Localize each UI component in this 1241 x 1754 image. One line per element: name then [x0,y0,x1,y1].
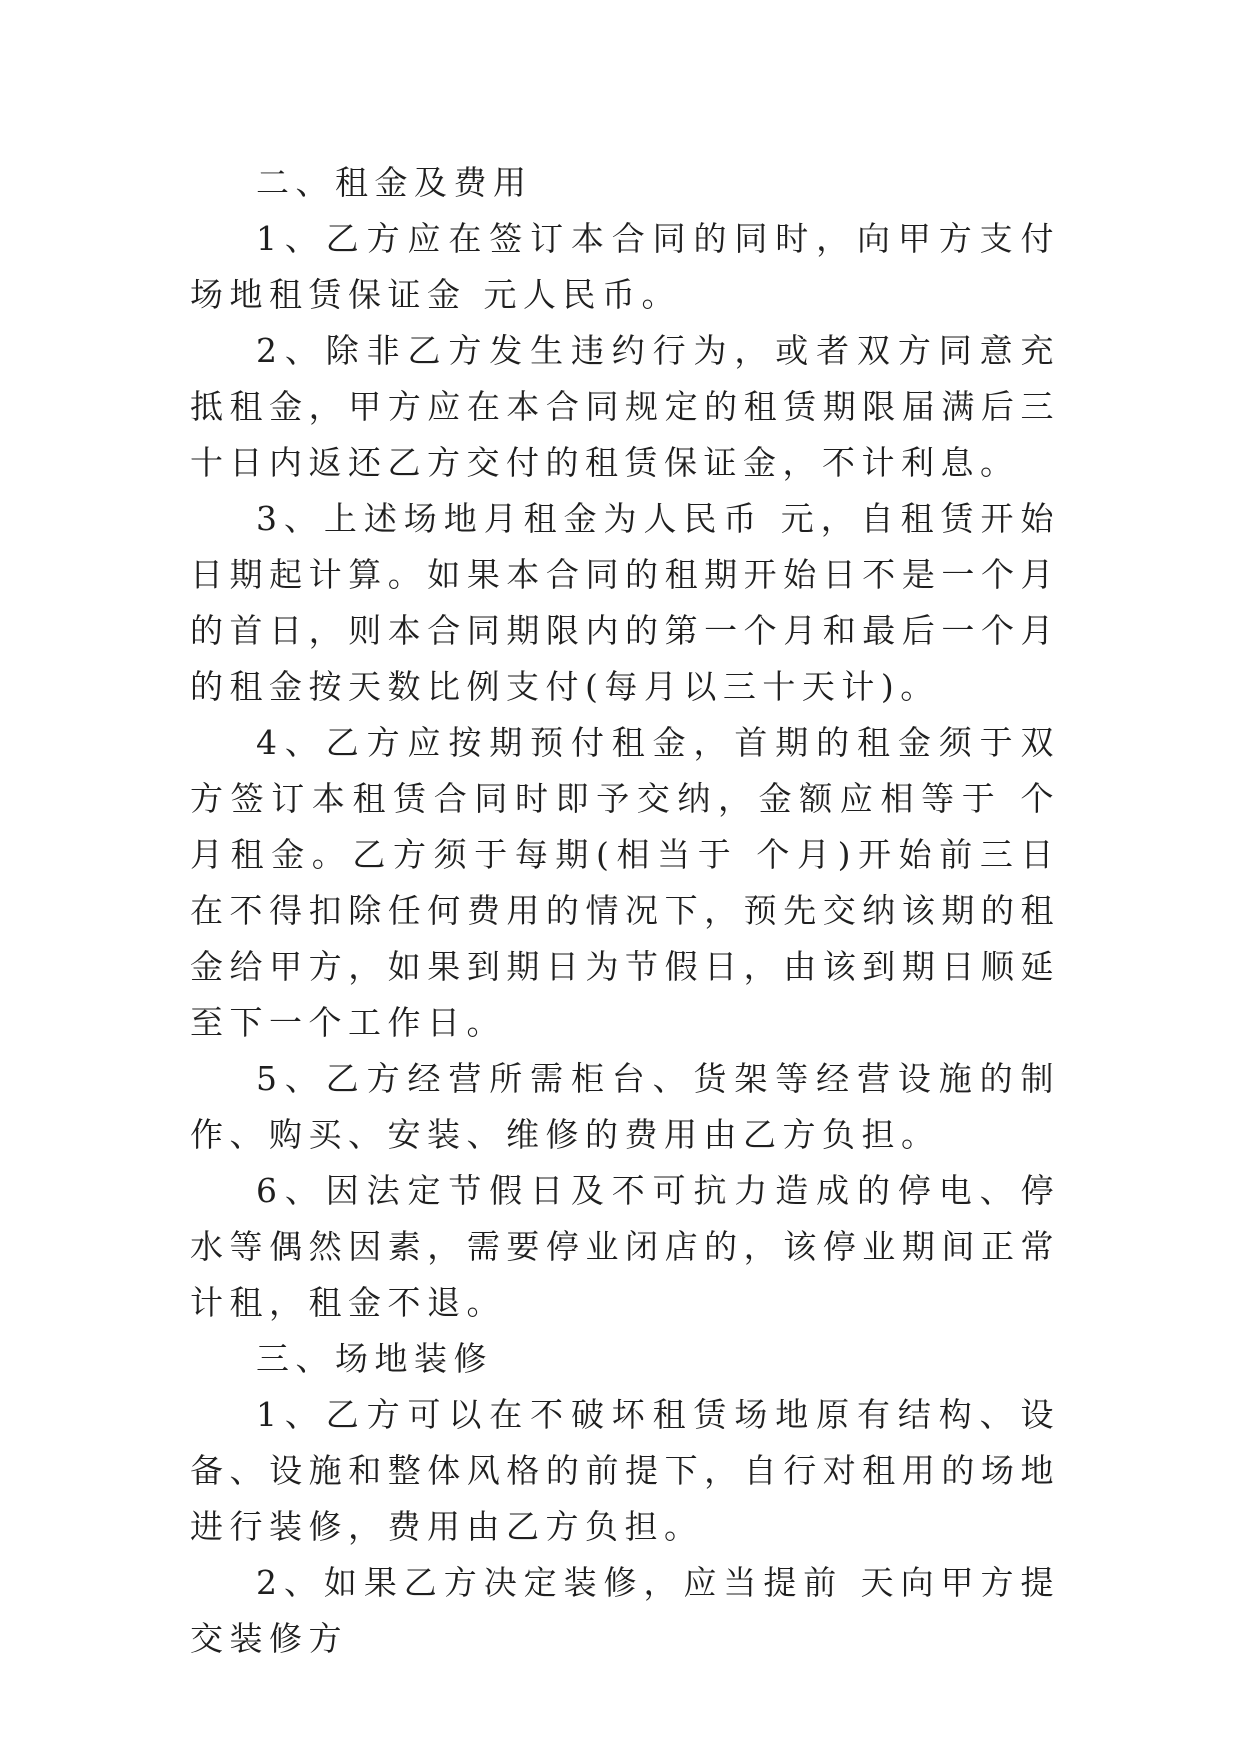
section-heading-renovation: 三、场地装修 [256,1339,493,1378]
document-body [190,155,1060,1667]
clause-paragraph: 6、因法定节假日及不可抗力造成的停电、停水等偶然因素，需要停业闭店的，该停业期间正常计租，租金不退。 [190,1171,1060,1322]
clause-paragraph: 1、乙方应在签订本合同的同时，向甲方支付场地租赁保证金 元人民币。 [190,219,1060,314]
clause-paragraph: 3、上述场地月租金为人民币 元，自租赁开始日期起计算。如果本合同的租期开始日不是一个月的首日，则本合同期限内的第一个月和最后一个月的租金按天数比例支付(每月以三十天计)。 [190,499,1060,706]
clause-paragraph: 5、乙方经营所需柜台、货架等经营设施的制作、购买、安装、维修的费用由乙方负担。 [190,1059,1060,1154]
section-heading-rent: 二、租金及费用 [256,163,533,202]
clause-paragraph: 2、如果乙方决定装修，应当提前 天向甲方提交装修方 [190,1563,1060,1658]
clause-paragraph: 2、除非乙方发生违约行为，或者双方同意充抵租金，甲方应在本合同规定的租赁期限届满后三十日内返还乙方交付的租赁保证金，不计利息。 [190,331,1060,482]
clause-paragraph: 1、乙方可以在不破坏租赁场地原有结构、设备、设施和整体风格的前提下，自行对租用的场地进行装修，费用由乙方负担。 [190,1395,1060,1546]
clause-paragraph: 4、乙方应按期预付租金，首期的租金须于双方签订本租赁合同时即予交纳，金额应相等于 个月租金。乙方须于每期(相当于 个月)开始前三日在不得扣除任何费用的情况下，预先交纳该期的租金给甲方，如果到期日为节假日，由该到期日顺延至下一个工作日。 [190,723,1060,1042]
